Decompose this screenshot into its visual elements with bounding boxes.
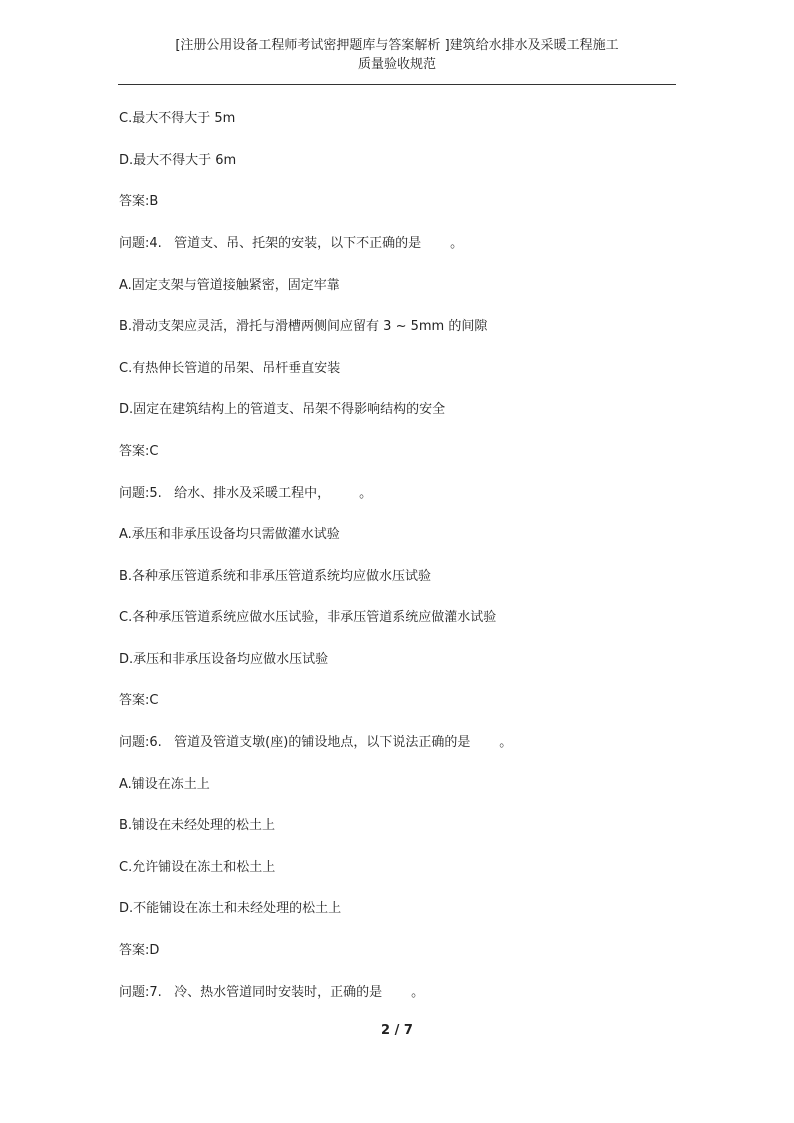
option-c: C.最大不得大于 5m: [119, 111, 236, 126]
header-title-line2: 质量验收规范: [357, 57, 436, 72]
answer: 答案:D: [119, 943, 160, 958]
question-5: 问题:5. 给水、排水及采暖工程中， 。: [119, 486, 373, 501]
header-title-line1: [注册公用设备工程师考试密押题库与答案解析 ]建筑给水排水及采暖工程施工: [175, 38, 619, 53]
question-7: 问题:7. 冷、热水管道同时安装时，正确的是 。: [119, 985, 425, 1000]
option-b: B.滑动支架应灵活，滑托与滑槽两侧间应留有 3 ~ 5mm 的间隙: [119, 319, 488, 334]
option-c: C.允许铺设在冻土和松土上: [119, 860, 276, 875]
answer: 答案:C: [119, 444, 159, 459]
option-a: A.固定支架与管道接触紧密，固定牢靠: [119, 278, 340, 293]
option-a: A.铺设在冻土上: [119, 777, 210, 792]
option-c: C.有热伸长管道的吊架、吊杆垂直安装: [119, 361, 341, 376]
answer: 答案:C: [119, 693, 159, 708]
option-d: D.不能铺设在冻土和未经处理的松土上: [119, 901, 342, 916]
question-4: 问题:4. 管道支、吊、托架的安装，以下不正确的是 。: [119, 236, 464, 251]
answer: 答案:B: [119, 194, 159, 209]
page-header: [118, 36, 676, 74]
option-c: C.各种承压管道系统应做水压试验，非承压管道系统应做灌水试验: [119, 610, 497, 625]
option-b: B.各种承压管道系统和非承压管道系统均应做水压试验: [119, 569, 432, 584]
option-b: B.铺设在未经处理的松土上: [119, 818, 276, 833]
option-a: A.承压和非承压设备均只需做灌水试验: [119, 527, 340, 542]
option-d: D.承压和非承压设备均应做水压试验: [119, 652, 329, 667]
option-d: D.固定在建筑结构上的管道支、吊架不得影响结构的安全: [119, 402, 446, 417]
option-d: D.最大不得大于 6m: [119, 153, 237, 168]
header-divider: [118, 84, 676, 85]
page-number: 2 / 7: [381, 1023, 413, 1038]
question-6: 问题:6. 管道及管道支墩(座)的铺设地点，以下说法正确的是 。: [119, 735, 513, 750]
